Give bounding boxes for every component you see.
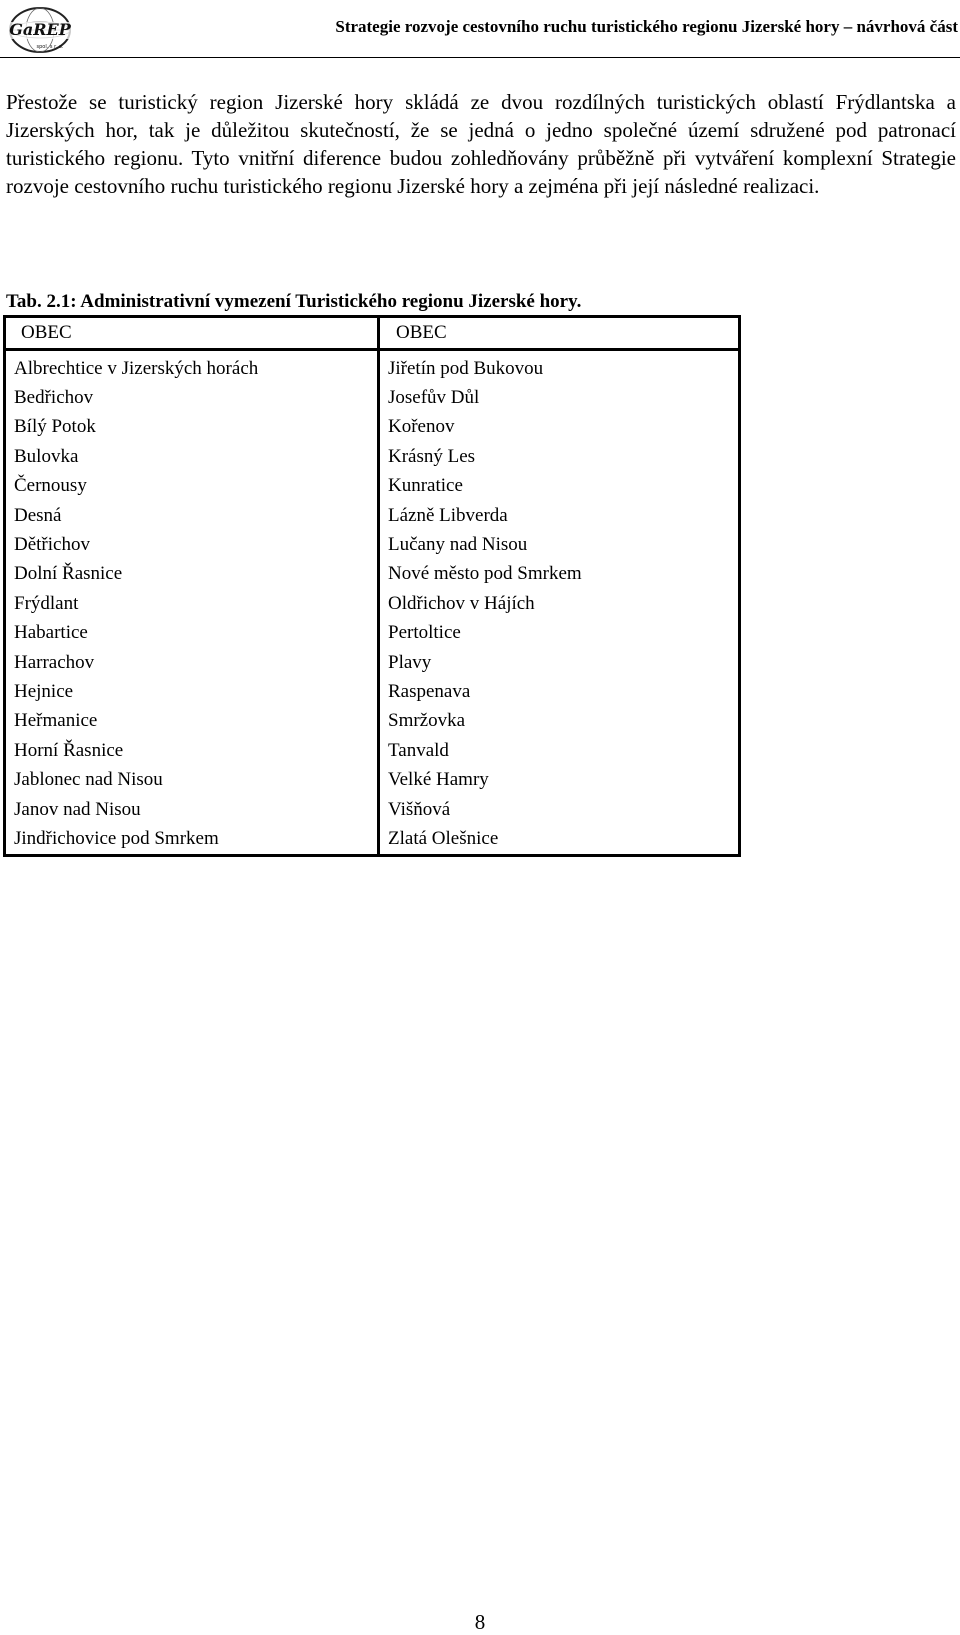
table-cell: Josefův Důl	[388, 387, 480, 409]
table-cell: Bulovka	[5, 442, 379, 471]
table-cell: Lázně Libverda	[388, 504, 508, 526]
table-row	[5, 824, 740, 855]
page-header	[0, 0, 960, 62]
table-cell: Krásný Les	[388, 445, 476, 467]
table-row	[5, 472, 740, 501]
table-cell: Jindřichovice pod Smrkem	[5, 824, 379, 855]
table-row	[5, 707, 740, 736]
table-row	[5, 350, 740, 384]
table-cell: Pertoltice	[388, 622, 461, 644]
table-cell: Bílý Potok	[5, 413, 379, 442]
table-cell: Heřmanice	[5, 707, 379, 736]
table-row	[5, 530, 740, 559]
table-cell: Plavy	[388, 651, 432, 673]
svg-text:GaREP: GaREP	[9, 20, 71, 39]
column-header: OBEC	[379, 317, 740, 350]
table-cell: Albrechtice v Jizerských horách	[5, 350, 379, 384]
table-cell: Jablonec nad Nisou	[5, 765, 379, 794]
table-cell: Lučany nad Nisou	[388, 534, 528, 556]
table-cell: Jiřetín pod Bukovou	[388, 357, 544, 379]
table-row	[5, 442, 740, 471]
table-body	[5, 350, 740, 856]
table-row	[5, 765, 740, 794]
table-cell: Dětřichov	[5, 530, 379, 559]
table-cell: Kořenov	[388, 416, 455, 438]
table-cell: Frýdlant	[5, 589, 379, 618]
table-cell: Habartice	[5, 619, 379, 648]
table-cell: Kunratice	[388, 475, 463, 497]
table-header-row	[5, 317, 740, 350]
table-cell: Dolní Řasnice	[5, 560, 379, 589]
table-row	[5, 648, 740, 677]
table-row	[5, 589, 740, 618]
table-cell: Černousy	[5, 472, 379, 501]
table-cell: Višňová	[388, 798, 451, 820]
table-row	[5, 736, 740, 765]
column-header: OBEC	[5, 317, 379, 350]
table-row	[5, 619, 740, 648]
table-caption: Tab. 2.1: Administrativní vymezení Turistického regionu Jizerské hory.	[6, 291, 582, 312]
table-cell: Janov nad Nisou	[5, 795, 379, 824]
table-row	[5, 795, 740, 824]
header-divider	[0, 57, 960, 58]
page-number: 8	[474, 1610, 486, 1634]
table-cell: Horní Řasnice	[5, 736, 379, 765]
table-cell: Hejnice	[5, 677, 379, 706]
table-cell: Desná	[5, 501, 379, 530]
table-cell: Oldřichov v Hájích	[388, 592, 535, 614]
table-row	[5, 677, 740, 706]
document-title: Strategie rozvoje cestovního ruchu turistického regionu Jizerské hory – návrhová část	[335, 17, 958, 36]
communes-table	[3, 315, 741, 857]
table-cell: Harrachov	[5, 648, 379, 677]
table-cell: Raspenava	[388, 680, 471, 702]
table-cell: Tanvald	[388, 739, 449, 761]
table-cell: Velké Hamry	[388, 769, 489, 791]
table-cell: Nové město pod Smrkem	[388, 563, 582, 585]
table-cell: Smržovka	[388, 710, 466, 732]
table-row	[5, 413, 740, 442]
table-cell: Zlatá Olešnice	[388, 827, 499, 849]
table-row	[5, 560, 740, 589]
table-cell: Bedřichov	[5, 383, 379, 412]
garep-logo	[6, 4, 74, 56]
table-row	[5, 383, 740, 412]
intro-paragraph: Přestože se turistický region Jizerské hory skládá ze dvou rozdílných turistických oblastí Frýdlantska a Jizerských hor, tak je důležitou skutečností, že se jedná o jedno společné území sdružené pod patronací turistického regionu. Tyto vnitřní diference budou zohledňovány průběžně při vytváření komplexní Strategie rozvoje cestovního ruchu turistického regionu Jizerské hory a zejména při její následné realizaci.	[6, 90, 956, 198]
table-row	[5, 501, 740, 530]
svg-text:spol. s r. o.: spol. s r. o.	[36, 44, 64, 50]
